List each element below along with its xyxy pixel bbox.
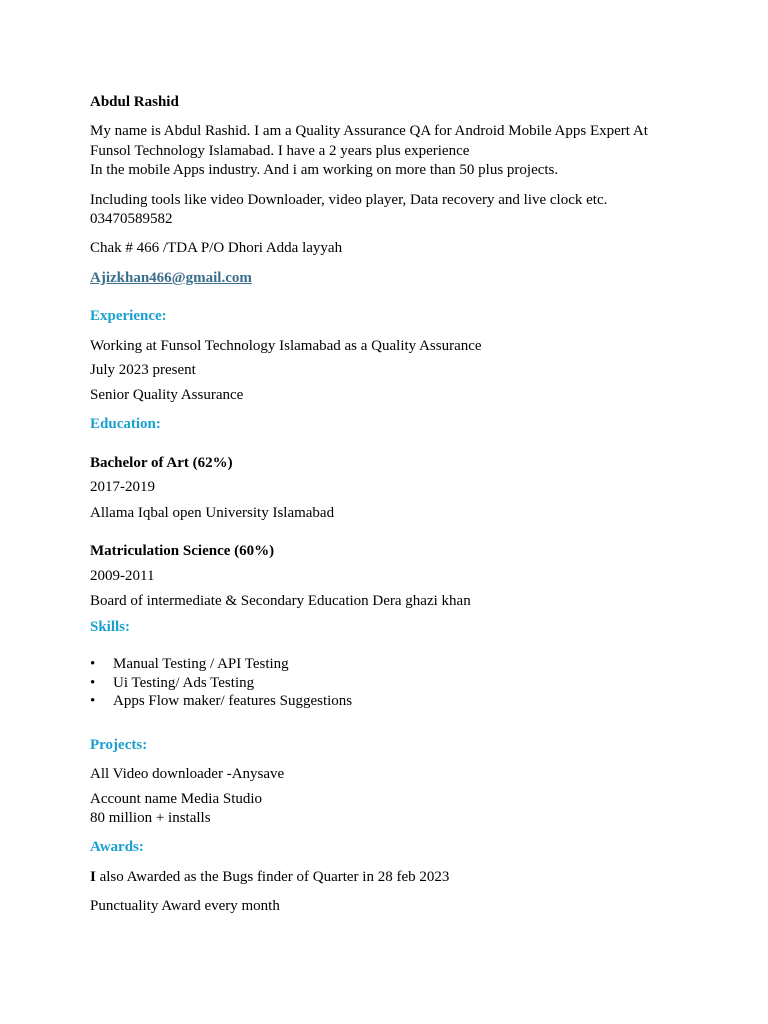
education-degree-2: Matriculation Science (60%) <box>90 543 275 559</box>
resume-name: Abdul Rashid <box>90 94 179 110</box>
award-text: also Awarded as the Bugs finder of Quarter in 28 feb 2023 <box>95 869 450 885</box>
experience-line-3: Senior Quality Assurance <box>90 387 244 403</box>
project-line-2: Account name Media Studio <box>90 791 263 807</box>
award-line-2: Punctuality Award every month <box>90 898 280 914</box>
skills-heading: Skills: <box>90 619 131 635</box>
intro-line-1: My name is Abdul Rashid. I am a Quality Assurance QA for Android Mobile Apps Expert At <box>90 123 648 139</box>
awards-heading: Awards: <box>90 839 144 855</box>
bullet-icon: • <box>90 674 96 691</box>
experience-line-2: July 2023 present <box>90 362 196 378</box>
education-degree-1: Bachelor of Art (62%) <box>90 455 233 471</box>
project-line-1: All Video downloader -Anysave <box>90 766 285 782</box>
education-institution-2: Board of intermediate & Secondary Education Dera ghazi khan <box>90 593 471 609</box>
skill-label: Apps Flow maker/ features Suggestions <box>113 693 353 709</box>
education-years-1: 2017-2019 <box>90 479 155 495</box>
skill-label: Ui Testing/ Ads Testing <box>113 674 255 691</box>
address: Chak # 466 /TDA P/O Dhori Adda layyah <box>90 240 343 256</box>
project-line-3: 80 million + installs <box>90 810 211 826</box>
phone-number: 03470589582 <box>90 211 173 227</box>
email-link[interactable]: Ajizkhan466@gmail.com <box>90 270 252 286</box>
experience-heading: Experience: <box>90 308 167 324</box>
award-line-1 <box>90 868 449 887</box>
education-years-2: 2009-2011 <box>90 568 155 584</box>
skill-item <box>90 674 352 693</box>
experience-line-1: Working at Funsol Technology Islamabad as a Quality Assurance <box>90 338 482 354</box>
bullet-icon: • <box>90 693 96 709</box>
skill-label: Manual Testing / API Testing <box>113 656 289 672</box>
education-heading: Education: <box>90 416 161 432</box>
skill-item <box>90 655 352 674</box>
intro-line-2: Funsol Technology Islamabad. I have a 2 years plus experience <box>90 143 470 159</box>
skills-list <box>90 655 352 711</box>
intro-line-3: In the mobile Apps industry. And i am working on more than 50 plus projects. <box>90 162 559 178</box>
education-institution-1: Allama Iqbal open University Islamabad <box>90 505 335 521</box>
tools-line: Including tools like video Downloader, video player, Data recovery and live clock etc. <box>90 192 608 208</box>
skill-item <box>90 692 352 711</box>
projects-heading: Projects: <box>90 737 148 753</box>
bullet-icon: • <box>90 656 96 672</box>
award-pronoun: I <box>90 869 96 885</box>
